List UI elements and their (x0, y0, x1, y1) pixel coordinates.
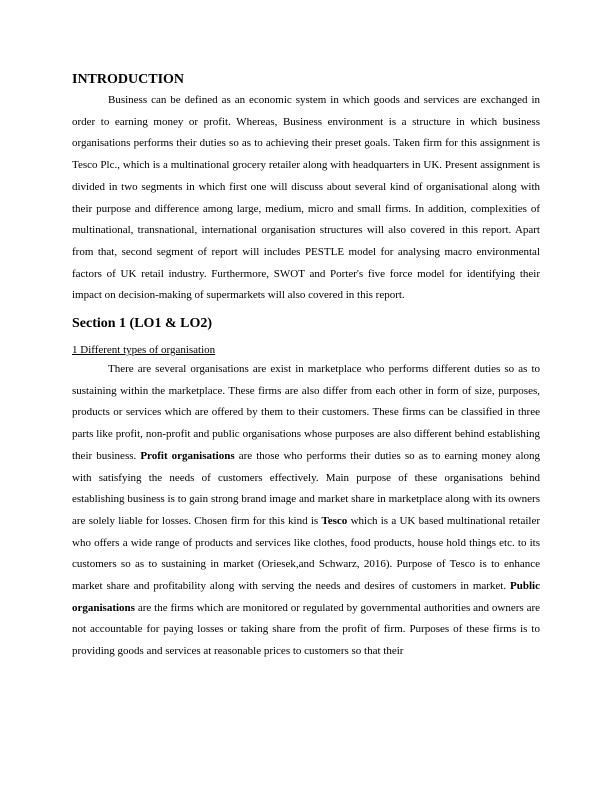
public-organisations-term: Public organisations (72, 580, 540, 614)
organisation-types-subheading: 1 Different types of organisation (72, 344, 216, 357)
introduction-heading: INTRODUCTION (72, 72, 185, 87)
tesco-term: Tesco (321, 514, 348, 527)
organisation-types-paragraph (72, 359, 540, 663)
profit-organisations-term: Profit organisations (140, 449, 235, 462)
paragraph-text-part-4: are the firms which are monitored or regulated by governmental authorities and owners are not accountable for paying losses or taking share from the profit of firm. Purposes of these firms is to providing goods and services at reasonable prices to customers so that their (72, 601, 540, 658)
section-1-heading: Section 1 (LO1 & LO2) (72, 316, 212, 332)
paragraph-text-part-1: There are several organisations are exist in marketplace who performs different duties so as to sustaining within the marketplace. These firms are also differ from each other in form of size, purposes, products or services which are offered by them to their customers. These firms can be classified in three parts like profit, non-profit and public organisations whose purposes are also different behind establishing their business. (72, 363, 540, 462)
introduction-paragraph: Business can be defined as an economic system in which goods and services are exchanged in order to earning money or profit. Whereas, Business environment is a structure in which business organisations performs their duties so as to achieving their preset goals. Taken firm for this assignment is Tesco Plc., which is a multinational grocery retailer along with headquarters in UK. Present assignment is divided in two segments in which first one will discuss about several kind of organisational along with their purpose and difference among large, medium, micro and small firms. In addition, complexities of multinational, transnational, international organisation structures will also covered in this report. Apart from that, second segment of report will includes PESTLE model for analysing macro environmental factors of UK retail industry. Furthermore, SWOT and Porter's five force model for identifying their impact on decision-making of supermarkets will also covered in this report. (72, 94, 540, 302)
paragraph-text-part-2: are those who performs their duties so as to earning money along with satisfying the needs of customers effectively. Main purpose of these organisations behind establishing business is to gain strong brand image and market share in marketplace along with its owners are solely liable for losses. Chosen firm for this kind is (72, 449, 540, 527)
page-content (72, 70, 540, 663)
paragraph-text-part-3: which is a UK based multinational retailer who offers a wide range of products and services like clothes, food products, house hold things etc. to its customers so as to sustaining in market (Oriesek,and Schwarz, 2016). Purpose of Tesco is to enhance market share and profitability along with serving the needs and desires of customers in market. (72, 514, 540, 593)
